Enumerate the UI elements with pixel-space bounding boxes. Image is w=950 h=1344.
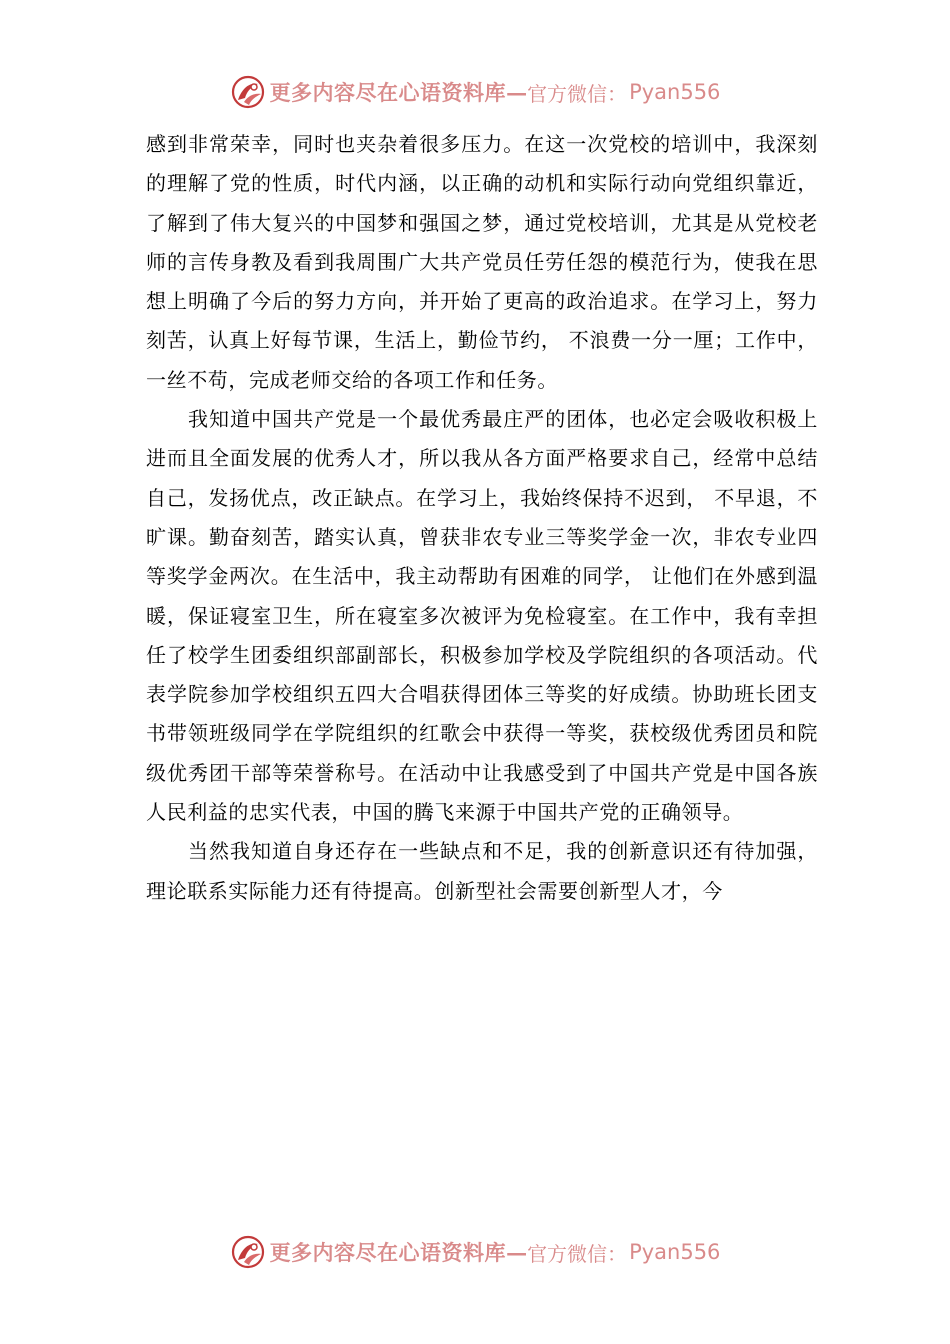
footer-wechat-id: Pyan556 (629, 1240, 721, 1264)
paragraph-1: 感到非常荣幸，同时也夹杂着很多压力。在这一次党校的培训中，我深刻的理解了党的性质，时代内涵，以正确的动机和实际行动向党组织靠近，了解到了伟大复兴的中国梦和强国之梦，通过党校培训，尤其是从党校老师的言传身教及看到我周围广大共产党员任劳任怨的模范行为，使我在思想上明确了今后的努力方向，并开始了更高的政治追求。在学习上，努力刻苦，认真上好每节课，生活上，勤俭节约， 不浪费一分一厘；工作中，一丝不苟，完成老师交给的各项工作和任务。 (146, 132, 818, 392)
paragraph-3: 当然我知道自身还存在一些缺点和不足，我的创新意识还有待加强，理论联系实际能力还有待提高。创新型社会需要创新型人才，今 (146, 839, 818, 903)
document-body (146, 125, 818, 911)
footer-brand-text: 更多内容尽在心语资料库 (269, 1240, 507, 1265)
paragraph-2: 我知道中国共产党是一个最优秀最庄严的团体，也必定会吸收积极上进而且全面发展的优秀人才，所以我从各方面严格要求自己，经常中总结自己，发扬优点，改正缺点。在学习上，我始终保持不迟到， 不早退，不旷课。勤奋刻苦，踏实认真，曾获非农专业三等奖学金一次，非农专业四等奖学金两次。在生活中，我主动帮助有困难的同学， 让他们在外感到温暖，保证寝室卫生，所在寝室多次被评为免检寝室。在工作中，我有幸担任了校学生团委组织部副部长，积极参加学校及学院组织的各项活动。代表学院参加学校组织五四大合唱获得团体三等奖的好成绩。协助班长团支书带领班级同学在学院组织的红歌会中获得一等奖，获校级优秀团员和院级优秀团干部等荣誉称号。在活动中让我感受到了中国共产党是中国各族人民利益的忠实代表，中国的腾飞来源于中国共产党的正确领导。 (146, 407, 818, 825)
footer-wechat-label: 官方微信： (527, 1241, 628, 1266)
ribbon-logo-icon (230, 1234, 266, 1270)
ribbon-logo-icon (230, 74, 266, 110)
footer-banner (0, 1232, 950, 1272)
header-brand-text: 更多内容尽在心语资料库 (269, 80, 507, 105)
header-separator: — (506, 79, 528, 105)
header-wechat-id: Pyan556 (629, 80, 721, 104)
header-banner (0, 72, 950, 112)
header-wechat-label: 官方微信： (527, 81, 628, 106)
footer-separator: — (506, 1239, 528, 1265)
